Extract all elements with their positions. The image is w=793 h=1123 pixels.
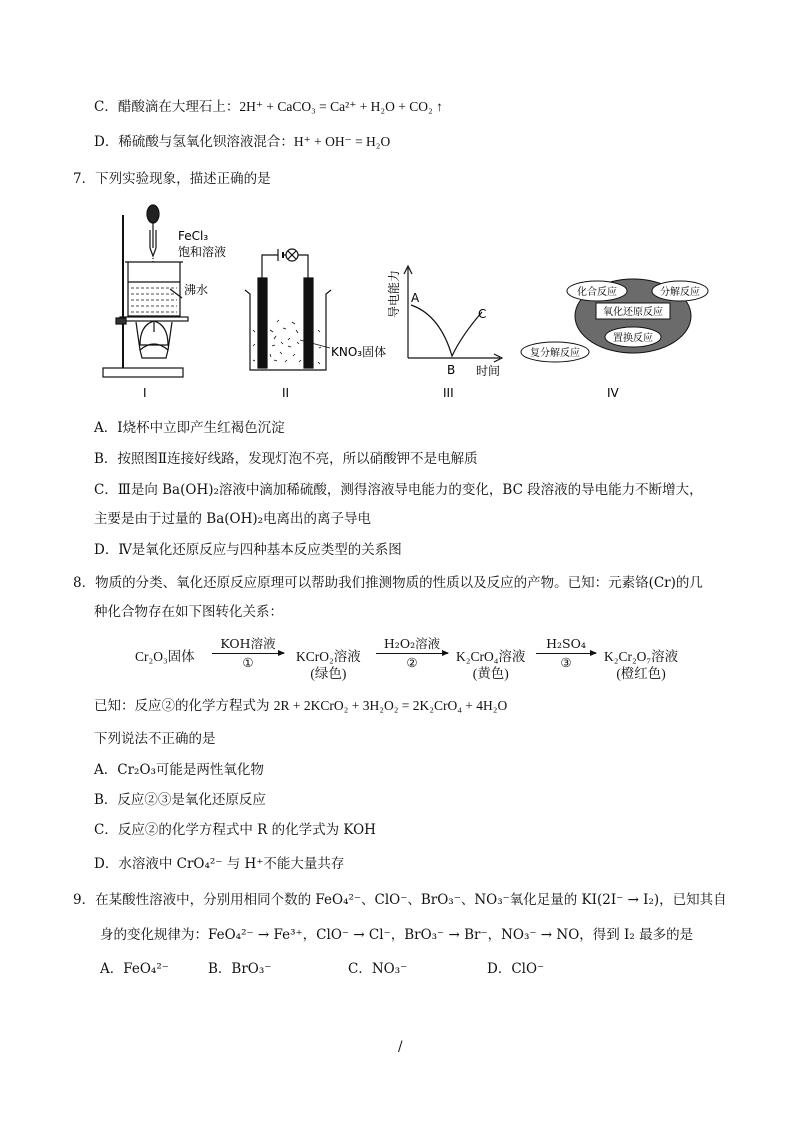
fig4-redox: 氧化还原反应 <box>603 307 663 318</box>
figure-2-conductivity-apparatus <box>245 249 331 370</box>
fig1-caption: I <box>143 386 147 400</box>
q7-option-b: B．按照图Ⅱ连接好线路，发现灯泡不亮，所以硝酸钾不是电解质 <box>94 451 478 467</box>
q8-option-d: D．水溶液中 CrO₄²⁻ 与 H⁺不能大量共存 <box>94 856 345 872</box>
fig3-caption: III <box>443 386 454 400</box>
fig3-point-b: B <box>447 363 456 377</box>
q8-conversion-chain <box>0 636 793 686</box>
figure-1-heating-apparatus <box>103 205 188 377</box>
chem-cr2o3: Cr₂O₃固体 <box>135 649 195 664</box>
q9-option-a: A．FeO₄²⁻ <box>100 961 169 977</box>
q9-stem-cont: 身的变化规律为：FeO₄²⁻ → Fe³⁺，ClO⁻ → Cl⁻，BrO₃⁻ → Br⁻，NO₃⁻ → NO，得到 I₂ 最多的是 <box>100 927 694 943</box>
q9-option-b: B．BrO₃⁻ <box>208 961 272 977</box>
fig3-point-a: A <box>411 291 420 305</box>
fig1-reagent-label: FeCl₃ <box>178 229 209 243</box>
fig4-double-decomposition: 复分解反应 <box>530 348 580 359</box>
q7-option-c: C．Ⅲ是向 Ba(OH)₂溶液中滴加稀硫酸，测得溶液导电能力的变化，BC 段溶液的导电能力不断增大， <box>94 482 703 498</box>
arrow-step-1: KOH溶液 ① <box>212 636 284 671</box>
q6-option-d: D．稀硫酸与氢氧化钡溶液混合：H⁺ + OH⁻ = H₂O <box>94 134 391 150</box>
fig3-xlabel: 时间 <box>476 364 501 378</box>
q6-d-equation: H⁺ + OH⁻ = H₂O <box>293 134 391 149</box>
fig4-combination: 化合反应 <box>577 287 617 298</box>
chem-kcro2: KCrO₂溶液 (绿色) <box>296 649 361 681</box>
q8-known-equation: 2R + 2KCrO₂ + 3H₂O₂ = 2K₂CrO₄ + 4H₂O <box>273 698 508 713</box>
fig3-ylabel: 导电能力 <box>387 269 401 318</box>
q7-figures <box>0 195 793 405</box>
q7-option-a: A．Ⅰ烧杯中立即产生红褐色沉淀 <box>94 420 285 436</box>
fig2-label: KNO₃固体 <box>331 345 387 359</box>
q8-option-b: B．反应②③是氧化还原反应 <box>94 792 266 808</box>
q8-known: 已知：反应②的化学方程式为 2R + 2KCrO₂ + 3H₂O₂ = 2K₂CrO₄ + 4H₂O <box>94 698 508 714</box>
fig2-caption: II <box>282 386 290 400</box>
fig3-point-c: C <box>478 307 487 321</box>
q6-option-c: C．醋酸滴在大理石上：2H⁺ + CaCO₃ = Ca²⁺ + H₂O + CO₂ ↑ <box>94 99 443 115</box>
q8-ask: 下列说法不正确的是 <box>94 731 216 747</box>
q8-option-c: C．反应②的化学方程式中 R 的化学式为 KOH <box>94 822 376 838</box>
page-number: / <box>398 1039 403 1055</box>
q8-option-a: A．Cr₂O₃可能是两性氧化物 <box>94 762 264 778</box>
q8-stem: 8．物质的分类、氧化还原反应原理可以帮助我们推测物质的性质以及反应的产物。已知：元素铬(Cr)的几 <box>73 575 703 591</box>
fig1-reagent-state: 饱和溶液 <box>178 245 227 259</box>
fig1-water-label: 沸水 <box>184 283 209 297</box>
fig4-displacement: 置换反应 <box>613 333 653 344</box>
chem-k2cr2o7: K₂Cr₂O₇溶液 (橙红色) <box>604 649 679 681</box>
q6-c-equation: 2H⁺ + CaCO₃ = Ca²⁺ + H₂O + CO₂ ↑ <box>239 99 443 114</box>
fig4-decomposition: 分解反应 <box>660 287 700 298</box>
figure-3-conductivity-graph <box>404 266 502 362</box>
arrow-step-3: H₂SO₄ ③ <box>536 636 596 671</box>
fig4-caption: IV <box>607 386 619 400</box>
q7-option-c-cont: 主要是由于过量的 Ba(OH)₂电离出的离子导电 <box>94 511 372 527</box>
chem-k2cro4: K₂CrO₄溶液 (黄色) <box>456 649 526 681</box>
q7-stem: 7．下列实验现象，描述正确的是 <box>73 171 271 187</box>
arrow-step-2: H₂O₂溶液 ② <box>376 636 448 671</box>
q9-stem: 9．在某酸性溶液中，分别用相同个数的 FeO₄²⁻、ClO⁻、BrO₃⁻、NO₃⁻氧化足量的 KI(2I⁻ → I₂)，已知其自 <box>73 892 727 908</box>
q9-option-c: C．NO₃⁻ <box>348 961 408 977</box>
q8-stem-cont: 种化合物存在如下图转化关系： <box>94 604 283 620</box>
q9-option-d: D．ClO⁻ <box>487 961 545 977</box>
q7-option-d: D．Ⅳ是氧化还原反应与四种基本反应类型的关系图 <box>94 542 402 558</box>
